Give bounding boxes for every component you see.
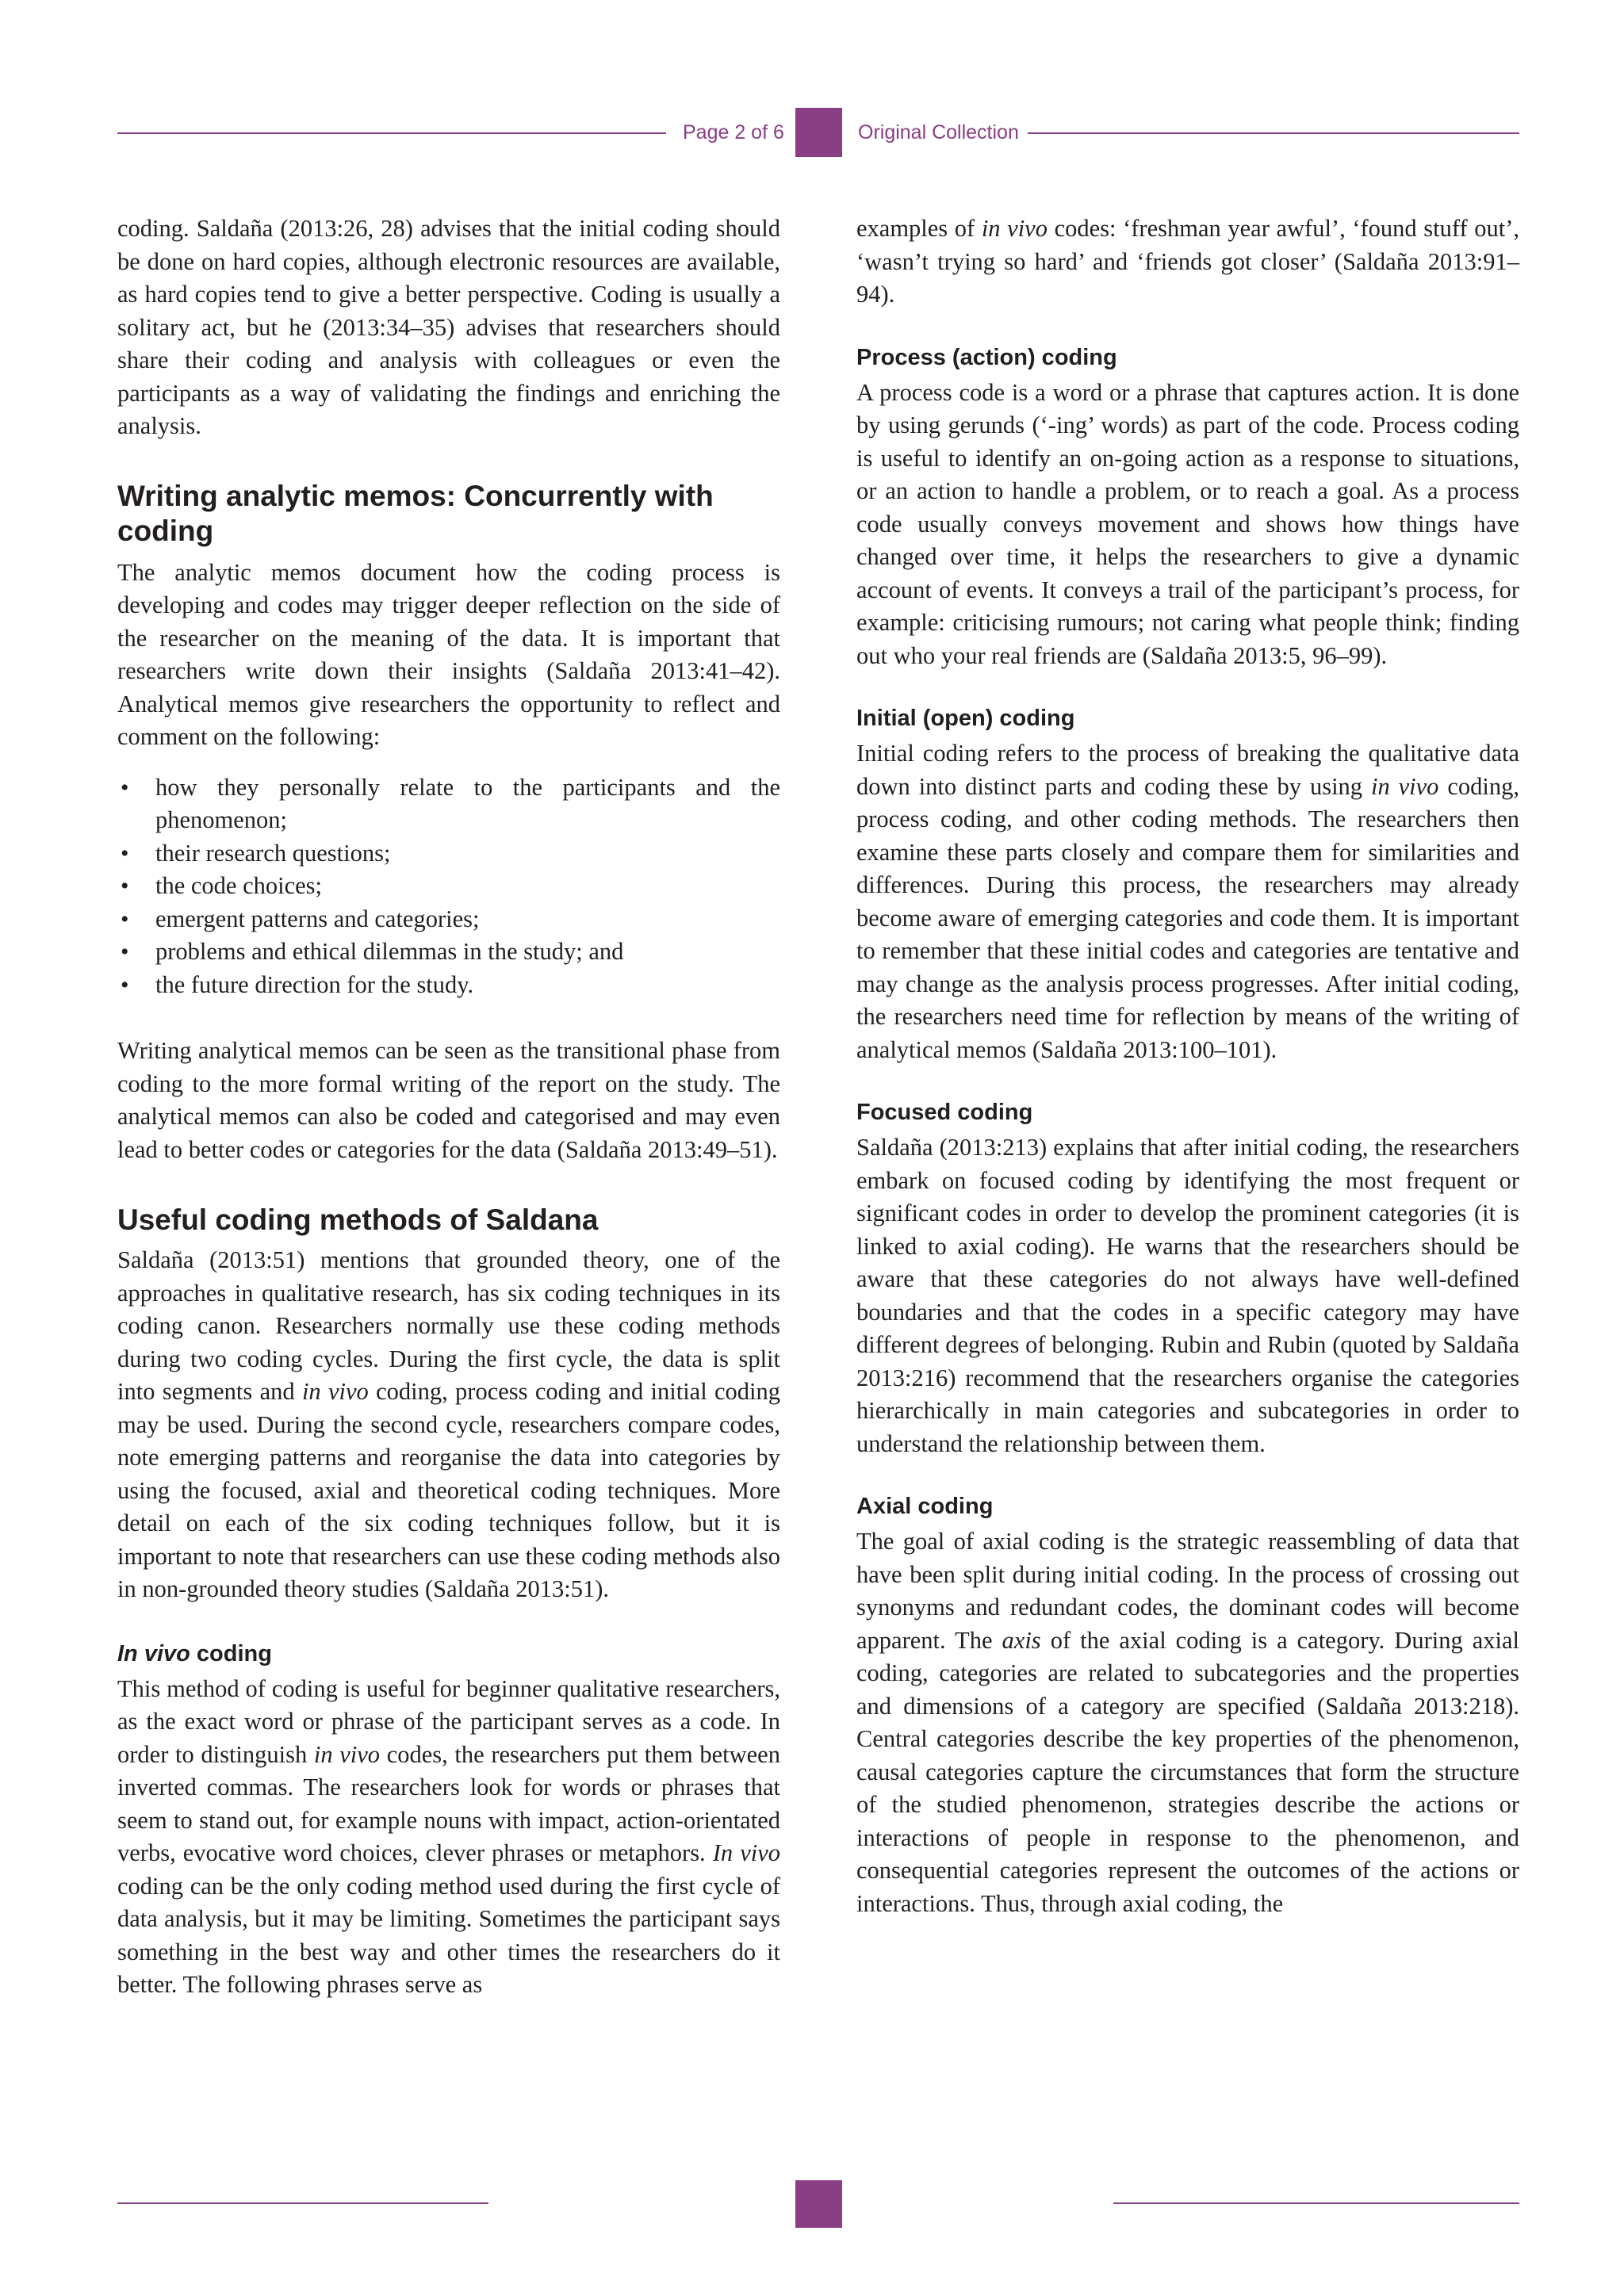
right-column xyxy=(856,212,1519,1920)
list-item xyxy=(117,870,780,903)
italic-run: axis xyxy=(1002,1626,1041,1654)
subheading-initial: Initial (open) coding xyxy=(856,706,1075,731)
invivo-paragraph xyxy=(117,1673,780,2002)
text-run: coding, process coding and initial coding may be used. During the second cycle, researchers compare codes, note emerging patterns and reorganise the data into categories by using the focused, axial and theoretical coding techniques. More detail on each of the six coding techniques follow, but it is important to note that researchers can use these coding methods also in non-grounded theory studies (Saldaña 2013:51). xyxy=(117,1378,781,1602)
list-item xyxy=(117,969,780,1002)
subheading-invivo xyxy=(117,1638,780,1670)
text-run: Initial coding refers to the process of breaking the qualitative data down into distinct parts and coding these by using xyxy=(856,740,1519,800)
text-run: coding xyxy=(190,1640,272,1667)
text-run: The goal of axial coding is the strategic reassembling of data that have been split during initial coding. In the process of crossing out synonyms and redundant codes, the dominant codes will become apparent. The xyxy=(856,1528,1519,1654)
bullet-icon: • xyxy=(121,840,129,867)
text-run: coding can be the only coding method used during the first cycle of data analysis, but it may be limiting. Sometimes the participant says something in the best way and other times the researchers do it better. The following phrases serve as xyxy=(117,1872,780,1998)
italic-run: in vivo xyxy=(301,1378,369,1405)
header-accent-block xyxy=(795,108,842,157)
italic-run: in vivo xyxy=(1370,772,1439,800)
text-run: This method of coding is useful for beginner qualitative researchers, as the exact word or phrase of the participant serves as a code. In order to distinguish xyxy=(117,1674,780,1768)
list-item xyxy=(117,936,780,969)
memos-bullet-list xyxy=(117,771,780,1002)
section-heading-methods: Useful coding methods of Saldana xyxy=(117,1203,599,1236)
text-run: coding, process coding, and other coding methods. The researchers then examine these parts closely and compare them for similarities and differences. During this process, the researchers may already become aware of emerging categories and code them. It is important to remember that these initial codes and categories are tentative and may change as the analysis process progresses. After initial coding, the researchers need time for reflection by means of the writing of analytical memos (Saldaña 2013:100–101). xyxy=(856,772,1520,1063)
subheading-focused: Focused coding xyxy=(856,1100,1033,1125)
italic-run: in vivo xyxy=(981,215,1048,242)
bullet-icon: • xyxy=(121,939,129,965)
bullet-icon: • xyxy=(121,774,129,801)
memos-paragraph-2: Writing analytical memos can be seen as the transitional phase from coding to the more formal writing of the report on the study. The analytical memos can also be coded and categorised and may even lead to better codes or categories for the data (Saldaña 2013:49–51). xyxy=(117,1037,780,1163)
collection-label: Original Collection xyxy=(858,121,1019,144)
focused-paragraph: Saldaña (2013:213) explains that after initial coding, the researchers embark on focused coding by identifying the most frequent or significant codes in order to develop the prominent categories (it is linked to axial coding). He warns that the researchers should be aware that these categories do not always have well-defined boundaries and that the codes in a specific category may have different degrees of belonging. Rubin and Rubin (quoted by Saldaña 2013:216) recommend that the researchers organise the categories hierarchically in main categories and subcategories in order to understand the relationship between them. xyxy=(856,1134,1519,1457)
methods-paragraph xyxy=(117,1244,780,1606)
list-item-text: the future direction for the study. xyxy=(155,970,474,998)
text-run: Saldaña (2013:51) mentions that grounded theory, one of the approaches in qualitative research, has six coding techniques in its coding canon. Researchers normally use these coding methods during two coding cycles. During the first cycle, the data is split into segments and xyxy=(117,1246,780,1405)
text-run: of the axial coding is a category. During axial coding, categories are related to subcategories and the properties and dimensions of a category are specified (Saldaña 2013:218). Central categories describe the key properties of the phenomenon, causal categories capture the circumstances that form the structure of the studied phenomenon, strategies describe the actions or interactions of people in response to the phenomenon, and consequential categories represent the outcomes of the actions or interactions. Thus, through axial coding, the xyxy=(856,1626,1519,1917)
bullet-icon: • xyxy=(121,971,129,998)
left-column xyxy=(117,212,780,2002)
text-run: codes, the researchers put them between inverted commas. The researchers look for words or phrases that seem to stand out, for example nouns with impact, action-orientated verbs, evocative word choices, clever phrases or metaphors. xyxy=(117,1740,780,1866)
subheading-axial: Axial coding xyxy=(856,1494,994,1519)
header-rule-left xyxy=(117,132,666,134)
axial-paragraph xyxy=(856,1525,1519,1920)
italic-run: In vivo xyxy=(117,1640,190,1667)
list-item-text: their research questions; xyxy=(155,839,391,867)
list-item xyxy=(117,771,780,837)
footer-rule-left xyxy=(117,2202,488,2204)
bullet-icon: • xyxy=(121,873,129,899)
list-item-text: emergent patterns and categories; xyxy=(155,905,480,932)
text-run: codes: ‘freshman year awful’, ‘found stuff out’, ‘wasn’t trying so hard’ and ‘friends got closer’ (Saldaña 2013:91–94). xyxy=(856,215,1519,308)
footer-accent-block xyxy=(795,2180,842,2228)
text-run: examples of xyxy=(856,215,982,242)
list-item xyxy=(117,903,780,936)
memos-paragraph: The analytic memos document how the coding process is developing and codes may trigger deeper reflection on the side of the researcher on the meaning of the data. It is important that researchers write down their insights (Saldaña 2013:41–42). Analytical memos give researchers the opportunity to reflect and comment on the following: xyxy=(117,558,780,750)
header-rule-right xyxy=(1028,132,1519,134)
section-heading-memos: Writing analytic memos: Concurrently with coding xyxy=(117,479,714,547)
intro-paragraph: coding. Saldaña (2013:26, 28) advises that the initial coding should be done on hard copies, although electronic resources are available, as hard copies tend to give a better perspective. Coding is usually a solitary act, but he (2013:34–35) advises that researchers should share their coding and analysis with colleagues or even the participants as a way of validating the findings and enriching the analysis. xyxy=(117,215,780,439)
invivo-examples-paragraph xyxy=(856,212,1519,312)
subheading-process: Process (action) coding xyxy=(856,344,1117,370)
bullet-icon: • xyxy=(121,905,129,932)
list-item-text: how they personally relate to the participants and the phenomenon; xyxy=(155,773,780,833)
list-item-text: problems and ethical dilemmas in the study; and xyxy=(155,938,624,965)
page-number-label: Page 2 of 6 xyxy=(683,121,784,144)
initial-paragraph xyxy=(856,737,1519,1066)
footer-rule-right xyxy=(1113,2202,1519,2204)
process-paragraph: A process code is a word or a phrase that captures action. It is done by using gerunds (‘-ing’ words) as part of the code. Process coding is useful to identify an on-going action as a response to situations, or an action to handle a problem, or to reach a goal. As a process code usually conveys movement and shows how things have changed over time, it helps the researchers to give a dynamic account of events. It conveys a trail of the participant’s process, for example: criticising rumours; not caring what people think; finding out who your real friends are (Saldaña 2013:5, 96–99). xyxy=(856,378,1519,669)
list-item xyxy=(117,837,780,871)
italic-run: In vivo xyxy=(712,1839,780,1866)
italic-run: in vivo xyxy=(313,1740,381,1768)
list-item-text: the code choices; xyxy=(155,872,323,899)
